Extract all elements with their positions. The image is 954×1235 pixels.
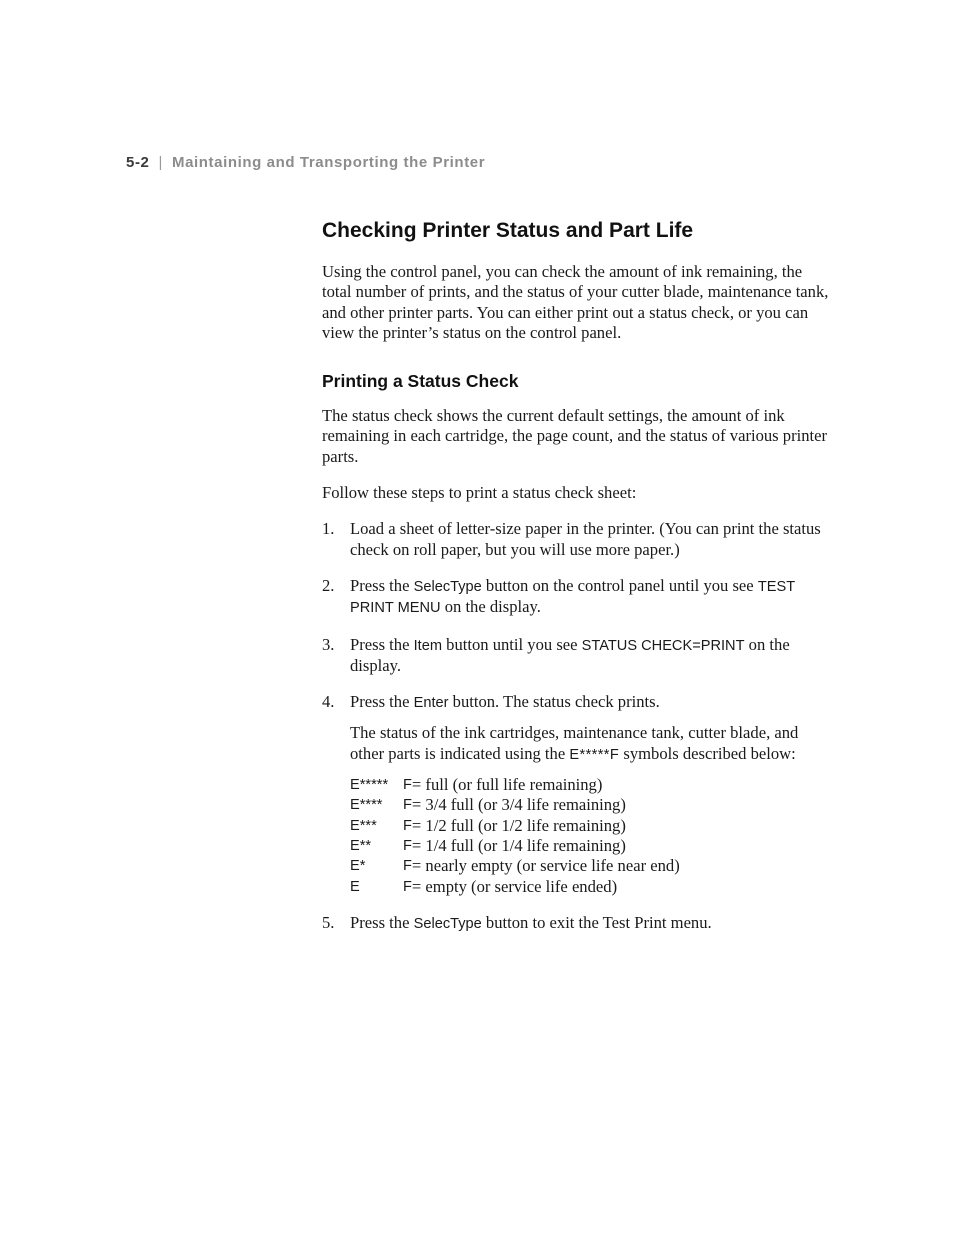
step-4 [322, 692, 832, 897]
step-text: button on the control panel until you see [481, 575, 758, 595]
subsection-para-1: The status check shows the current default settings, the amount of ink remaining in each cartridge, the page count, and the status of various printer parts. [322, 406, 828, 466]
step-number: 5. [322, 912, 335, 932]
legend-row: E**** F = 3/4 full (or 3/4 life remaining) [350, 795, 626, 815]
page-number: 5-2 [126, 154, 150, 171]
steps-list [322, 519, 832, 934]
step-number: 3. [322, 634, 335, 654]
step-text: on the display. [350, 634, 790, 675]
subsection-title: Printing a Status Check [322, 371, 519, 392]
section-intro: Using the control panel, you can check the amount of ink remaining, the total number of prints, and the status of your cutter blade, maintenance tank, and other printer parts. You can either print out a status check, or you can view the printer’s status on the control panel. [322, 262, 829, 342]
step-text: Press the [350, 912, 414, 932]
page-content [322, 217, 832, 950]
step-text: on the display. [440, 597, 541, 617]
chapter-title: Maintaining and Transporting the Printer [171, 154, 486, 171]
enter-button-label: Enter [413, 695, 449, 712]
step-text: button. The status check prints. [448, 692, 660, 712]
selectype-button-label: SelecType [413, 915, 482, 932]
display-message: TEST PRINT MENU [350, 578, 795, 617]
step-text: Load a sheet of letter-size paper in the printer. (You can print the status check on roll paper, but you will use more paper.) [350, 519, 821, 559]
step-number: 2. [322, 575, 335, 595]
legend-row: E***** F = full (or full life remaining) [350, 775, 603, 795]
step-text: button to exit the Test Print menu. [481, 912, 712, 932]
step-number: 1. [322, 519, 335, 539]
step-text: button until you see [442, 634, 582, 654]
legend-row: E** F = 1/4 full (or 1/4 life remaining) [350, 835, 626, 855]
legend-row: E* F = nearly empty (or service life near end) [350, 856, 680, 876]
step-text: Press the [350, 634, 414, 654]
display-message: STATUS CHECK=PRINT [581, 637, 745, 654]
item-button-label: Item [413, 637, 442, 654]
section-title: Checking Printer Status and Part Life [322, 219, 694, 242]
status-symbol: E*****F [569, 746, 620, 763]
running-header [126, 154, 485, 171]
subsection-para-2: Follow these steps to print a status check sheet: [322, 483, 637, 503]
step-1 [322, 519, 832, 560]
header-separator: | [158, 154, 163, 171]
step-text: Press the [350, 575, 414, 595]
step-3 [322, 635, 832, 677]
legend-row: E*** F = 1/2 full (or 1/2 life remaining) [350, 815, 626, 835]
selectype-button-label: SelecType [413, 578, 482, 595]
step-5 [322, 913, 832, 934]
legend-row: E F = empty (or service life ended) [350, 876, 618, 896]
step-4-note: The status of the ink cartridges, maintenance tank, cutter blade, and other parts is indicated using the E*****F symbols described below: [350, 723, 799, 763]
status-legend [350, 775, 832, 897]
step-text: Press the [350, 692, 414, 712]
step-2 [322, 576, 832, 619]
step-number: 4. [322, 692, 335, 712]
